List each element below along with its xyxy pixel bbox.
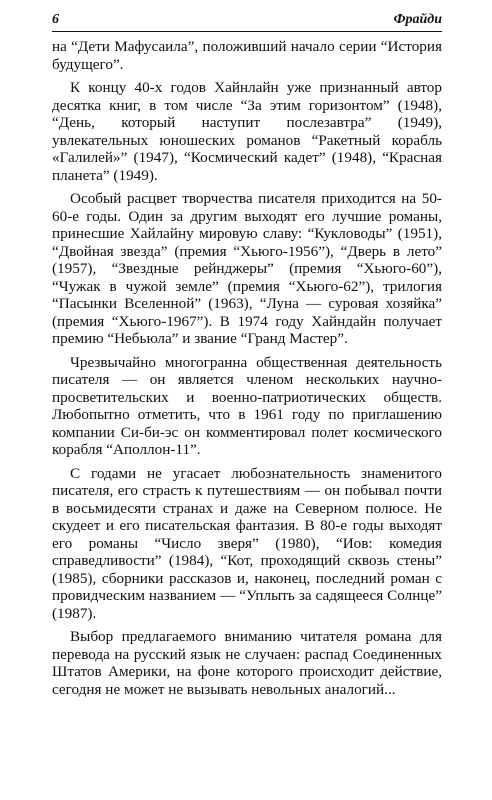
running-header: [52, 8, 442, 28]
page-number: 6: [52, 12, 59, 27]
paragraph-early-career: К концу 40-х годов Хайнлайн уже признанный автор десятка книг, в том числе “За этим горизонтом” (1948), “День, который наступит послезавтра” (1949), увлекательных юношеских романов “Ракетный корабль «Галилей»” (1947), “Космический кадет” (1948), “Красная планета” (1949).: [52, 79, 442, 184]
paragraph-continuation: на “Дети Мафусаила”, положивший начало серии “История будущего”.: [52, 38, 442, 73]
paragraph-translation-choice: Выбор предлагаемого вниманию читателя романа для перевода на русский язык не случаен: распад Соединенных Штатов Америки, на фоне которого происходит действие, сегодня не может не вызывать невольных аналогий...: [52, 628, 442, 698]
running-title: Фрайди: [393, 12, 442, 27]
paragraph-late-works: С годами не угасает любознательность знаменитого писателя, его страсть к путешествиям — он побывал почти в восьмидесяти странах и даже на Северном полюсе. Не скудеет и его писательская фантазия. В 80-е годы выходят его романы “Число зверя” (1980), “Иов: комедия справедливости” (1984), “Кот, проходящий сквозь стены” (1985), сборники рассказов и, наконец, последний роман с провидческим названием — “Уплыть за садящееся Солнце” (1987).: [52, 464, 442, 622]
body-text: [52, 38, 442, 704]
paragraph-golden-era: Особый расцвет творчества писателя приходится на 50-60-е годы. Один за другим выходят его лучшие романы, принесшие Хайлайну мировую славу: “Кукловоды” (1951), “Двойная звезда” (премия “Хьюго-1956”), “Дверь в лето” (1957), “Звездные рейнджеры” (премия “Хьюго-60”), “Чужак в чужой земле” (премия “Хьюго-62”), трилогия “Пасынки Вселенной” (1963), “Луна — суровая хозяйка” (премия “Хьюго-1967”). В 1974 году Хайндайн получает премию “Небьюла” и звание “Гранд Мастер”.: [52, 190, 442, 347]
header-rule: [52, 31, 442, 32]
paragraph-public-activity: Чрезвычайно многогранна общественная деятельность писателя — он является членом нескольких научно-просветительских и военно-патриотических обществ. Любопытно отметить, что в 1961 году по приглашению компании Си-би-эс он комментировал полет космического корабля “Аполлон-11”.: [52, 353, 442, 458]
